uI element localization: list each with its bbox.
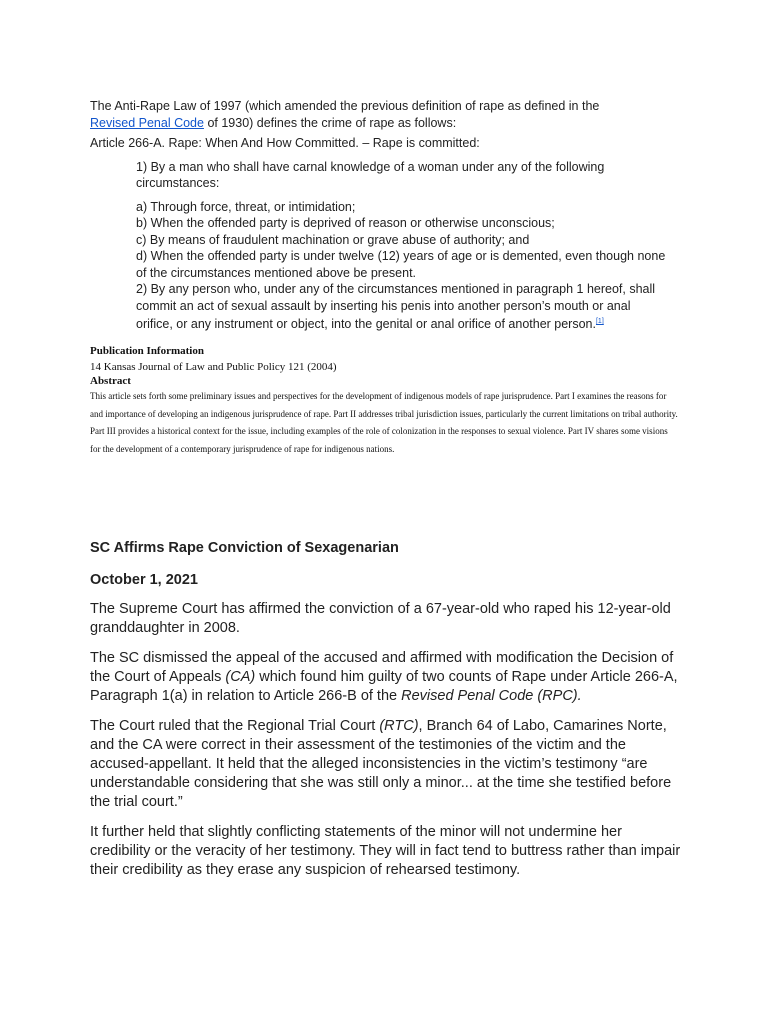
news-title: SC Affirms Rape Conviction of Sexagenarian [90,540,399,556]
news-date: October 1, 2021 [90,572,198,588]
court-of-appeals-abbrev: (CA) [225,669,256,685]
news-paragraph-4: It further held that slightly conflicting statements of the minor will not undermine her credibility or the veracity of her testimony. They will in fact tend to buttress rather than impair their credibility as they erase any suspicion of rehearsed testimony. [90,824,681,878]
list-item: b) When the offended party is deprived of reason or otherwise unconscious; [136,216,555,230]
article-266a-title: Article 266-A. Rape: When And How Committed. – Rape is committed: [90,136,480,150]
footnote-link[interactable]: [1] [595,318,604,325]
list-item: a) Through force, threat, or intimidation; [136,199,356,214]
regional-trial-court-abbrev: (RTC) [379,718,419,734]
news-article [90,538,690,880]
paragraph-2-text: 2) By any person who, under any of the circumstances mentioned in paragraph 1 hereof, shall commit an act of sexual assault by inserting his penis into another person’s mouth or anal orifice, or any instrument or object, into the genital or anal orifice of another person. [136,282,656,331]
article-provisions [136,159,666,333]
news-paragraph-2 [90,649,685,706]
list-item: d) When the offended party is under twelve (12) years of age or is demented, even though none of the circumstances mentioned above be present. [136,249,666,280]
news-paragraph-2-part-b: which found him guilty of two counts of Rape under Article 266-A, Paragraph 1(a) in relation to Article 266-B of the [90,669,678,704]
abstract-heading: Abstract [90,375,131,387]
revised-penal-code-abbrev: Revised Penal Code (RPC). [401,688,582,704]
news-paragraph-3-part-b: , Branch 64 of Labo, Camarines Norte, and the CA were correct in their assessment of the testimonies of the victim and the accused-appellant. It held that the alleged inconsistencies in the victim’s testimony “are understandable considering that she was still only a minor... at the time she testified before the trial court.” [90,718,672,810]
revised-penal-code-link[interactable]: Revised Penal Code [90,115,204,130]
paragraph-2 [136,281,666,333]
publication-section [90,344,680,458]
anti-rape-law-section [90,98,690,333]
news-paragraph-3 [90,717,685,812]
news-paragraph-2-part-a: The SC dismissed the appeal of the accused and affirmed with modification the Decision of the Court of Appeals [90,650,674,685]
list-item: c) By means of fraudulent machination or grave abuse of authority; and [136,232,530,247]
publication-citation: 14 Kansas Journal of Law and Public Policy 121 (2004) [90,361,337,373]
intro-text-after-link: of 1930) defines the crime of rape as follows: [203,115,457,130]
circumstances-list [136,199,666,282]
intro-paragraph [90,98,620,131]
publication-heading: Publication Information [90,345,204,357]
abstract-text: This article sets forth some preliminary issues and perspectives for the development of indigenous models of rape jurisprudence. Part I examines the reasons for and importance of developing an indigenous jurisprudence of rape. Part II addresses tribal jurisdiction issues, particularly the current limitations on tribal authority. Part III provides a historical context for the issue, including examples of the role of colonization in the responses to sexual violence. Part IV shares some visions for the development of a contemporary jurisprudence of rape for indigenous nations. [90,391,678,454]
paragraph-1: 1) By a man who shall have carnal knowledge of a woman under any of the following circumstances: [136,159,605,190]
news-paragraph-1: The Supreme Court has affirmed the conviction of a 67-year-old who raped his 12-year-old granddaughter in 2008. [90,601,671,636]
news-paragraph-3-part-a: The Court ruled that the Regional Trial Court [90,718,380,734]
intro-text-before-link: The Anti-Rape Law of 1997 (which amended the previous definition of rape as defined in the [90,99,600,113]
